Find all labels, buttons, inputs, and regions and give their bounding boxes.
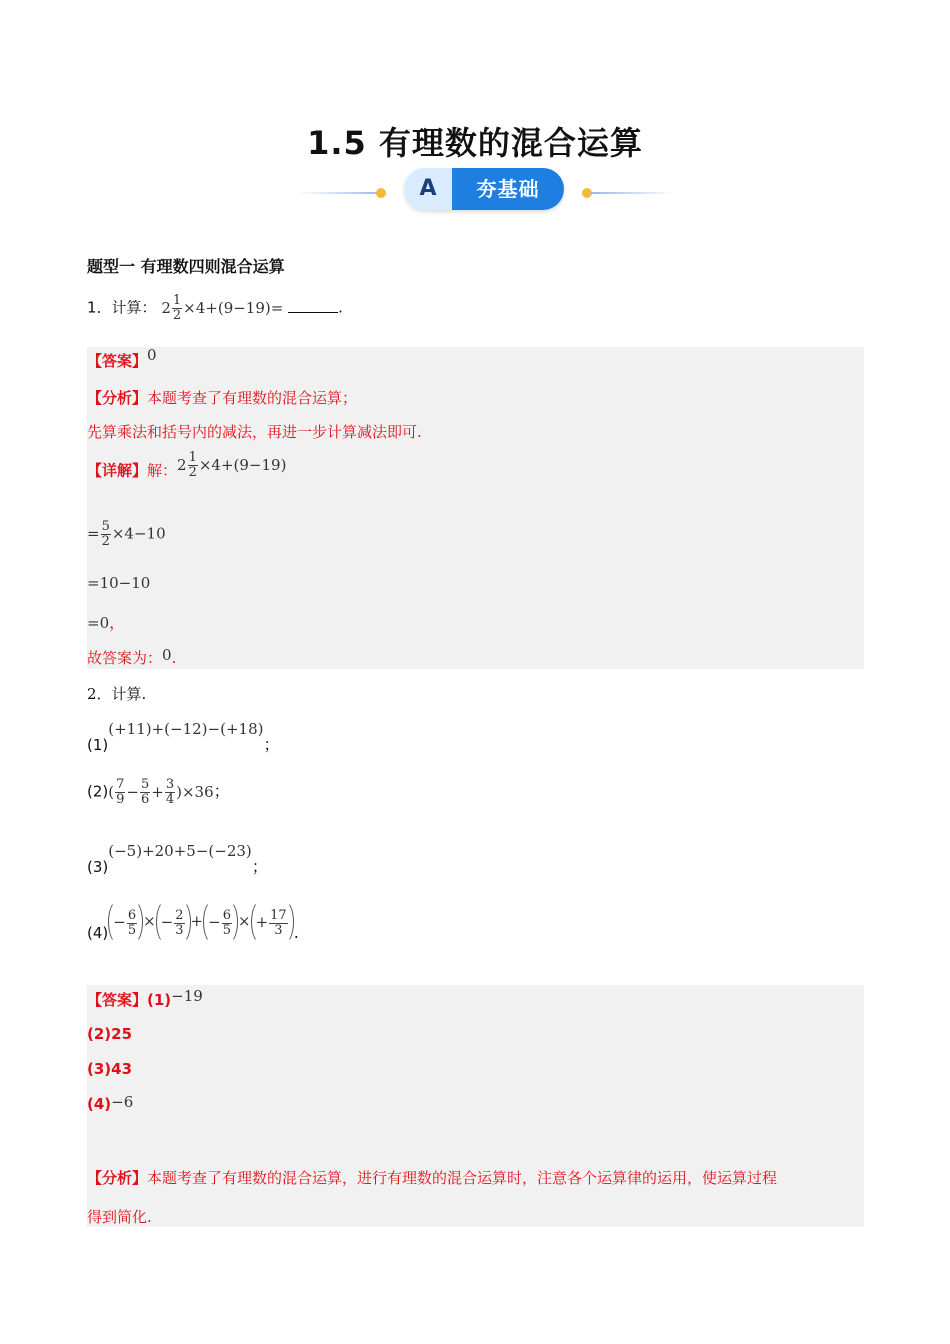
badge-dot-left	[376, 188, 386, 198]
analysis-2-line2: 得到简化.	[87, 1208, 152, 1226]
conclusion-1	[87, 647, 176, 668]
p4-t4-num: 17	[270, 907, 287, 923]
answer-2-part-4-label: (4)	[87, 1095, 112, 1113]
detail-denominator: 2	[188, 465, 197, 480]
p2-frac-b	[140, 778, 150, 807]
q1-numerator: 1	[172, 293, 182, 308]
p2-close: )×36	[176, 782, 214, 801]
conclusion-end: .	[171, 649, 177, 667]
q1-end: .	[338, 298, 343, 317]
p4-t2-num: 2	[175, 907, 184, 923]
p4-t4-den: 3	[274, 922, 283, 938]
p4-t3-num: 6	[222, 907, 231, 923]
analysis-1-line	[87, 387, 357, 408]
q1-rest: ×4+(9−19)=	[183, 298, 284, 317]
step-3-comma: ，	[109, 613, 126, 632]
analysis-text: 本题考查了有理数的混合运算；	[147, 389, 358, 407]
badge-divider-right	[590, 192, 676, 194]
answer-value: 0	[147, 346, 157, 364]
p2-op2: +	[151, 782, 164, 801]
conclusion-value: 0	[162, 646, 172, 664]
answer-2-line-2: (2)25	[87, 1025, 133, 1043]
part-3-label: (3)	[87, 858, 109, 876]
conclusion-text: 故答案为：	[87, 649, 163, 667]
p2-b-den: 6	[140, 792, 150, 807]
step-1-denominator: 2	[101, 534, 110, 549]
p4-term-4	[251, 900, 294, 944]
answer-label: 【答案】	[87, 352, 148, 370]
analysis-2-text: 本题考查了有理数的混合运算，进行有理数的混合运算时，注意各个运算律的运用，使运算过程	[147, 1169, 778, 1187]
detail-expression	[177, 450, 287, 480]
p2-c-den: 4	[165, 792, 175, 807]
step-3-expr: =0	[87, 614, 110, 632]
step-1	[87, 520, 166, 549]
p4-plus: +	[190, 912, 204, 930]
p4-t3-sign: −	[208, 913, 221, 931]
step-1-eq: =	[87, 524, 100, 543]
question-2-part-1	[87, 716, 280, 754]
part-4-label: (4)	[87, 924, 109, 942]
analysis-2-line	[87, 1167, 867, 1188]
p2-op1: −	[126, 782, 139, 801]
question-1-prefix: 1．计算：	[87, 298, 157, 317]
detail-label: 【详解】	[87, 461, 148, 480]
part-1-label: (1)	[87, 736, 109, 754]
p2-open: (	[108, 782, 115, 801]
part-3-expression: (−5)+20+5−(−23)	[108, 842, 252, 860]
page-title: 1.5 有理数的混合运算	[307, 124, 643, 162]
badge-pill	[404, 168, 564, 210]
question-1-expression	[161, 293, 288, 323]
p4-t4-frac	[269, 909, 288, 938]
p2-c-num: 3	[165, 777, 175, 792]
p4-term-2	[156, 900, 191, 944]
detail-1-line	[87, 450, 287, 486]
p4-t1-sign: −	[113, 913, 126, 931]
p4-times-2: ×	[237, 912, 251, 930]
p4-t3-frac	[222, 909, 232, 938]
p4-t4-sign: +	[255, 913, 269, 931]
analysis-2-label: 【分析】	[87, 1169, 148, 1187]
p4-term-3	[203, 900, 238, 944]
q1-fraction	[172, 294, 182, 323]
step-1-rest: ×4−10	[111, 524, 166, 543]
part-4-expression	[108, 907, 293, 938]
p4-t2-sign: −	[160, 913, 174, 931]
p4-t1-num: 6	[127, 907, 137, 923]
answer-2-line-1	[87, 989, 203, 1010]
detail-prefix: 解：	[147, 461, 178, 480]
answer-2-line-4	[87, 1095, 133, 1113]
level-badge	[296, 166, 676, 212]
detail-fraction	[188, 451, 198, 480]
p2-frac-a	[115, 778, 125, 807]
answer-2-label: 【答案】	[87, 991, 148, 1009]
question-2: 2．计算.	[87, 685, 147, 703]
answer-box-2	[87, 985, 864, 1227]
q1-whole: 2	[161, 298, 171, 317]
question-2-part-4	[87, 900, 299, 944]
p4-t1-den: 5	[127, 922, 137, 938]
question-1	[87, 294, 343, 323]
part-4-end: .	[293, 923, 299, 942]
p2-frac-c	[165, 778, 175, 807]
badge-text: 夯基础	[452, 168, 564, 210]
p2-b-num: 5	[140, 777, 150, 792]
p4-times-1: ×	[143, 912, 156, 930]
p4-t1-frac	[127, 909, 137, 938]
part-2-label: (2)	[87, 782, 109, 801]
answer-2-part-4-value: −6	[111, 1093, 134, 1111]
answer-blank	[288, 298, 338, 313]
p4-t2-frac	[174, 909, 184, 938]
badge-letter: A	[404, 168, 452, 210]
detail-rest: ×4+(9−19)	[198, 455, 287, 474]
badge-divider-left	[296, 192, 382, 194]
part-2-expression	[108, 777, 214, 807]
question-2-part-2	[87, 778, 230, 807]
answer-2-part-1-value: −19	[171, 987, 203, 1005]
answer-1-line	[87, 346, 157, 371]
step-2: =10−10	[87, 574, 151, 592]
p4-term-1	[108, 900, 143, 944]
detail-whole: 2	[177, 455, 187, 474]
section-heading: 题型一 有理数四则混合运算	[87, 257, 285, 276]
p4-t3-den: 5	[222, 922, 231, 938]
analysis-label: 【分析】	[87, 389, 148, 407]
p4-t2-den: 3	[175, 922, 184, 938]
answer-2-part-1-label: (1)	[147, 991, 172, 1009]
p2-a-den: 9	[116, 792, 125, 807]
detail-numerator: 1	[188, 450, 197, 465]
q1-denominator: 2	[172, 308, 182, 323]
part-1-expression: (+11)+(−12)−(+18)	[108, 720, 264, 738]
part-1-end: ；	[263, 735, 280, 754]
step-1-fraction	[101, 520, 111, 549]
part-3-end: ；	[251, 857, 268, 876]
step-1-numerator: 5	[101, 519, 110, 534]
step-3	[87, 610, 125, 633]
analysis-1-line2: 先算乘法和括号内的减法，再进一步计算减法即可.	[87, 423, 422, 441]
answer-2-line-3: (3)43	[87, 1060, 133, 1078]
p2-a-num: 7	[116, 777, 125, 792]
question-2-part-3	[87, 838, 268, 876]
part-2-end: ；	[213, 781, 230, 801]
